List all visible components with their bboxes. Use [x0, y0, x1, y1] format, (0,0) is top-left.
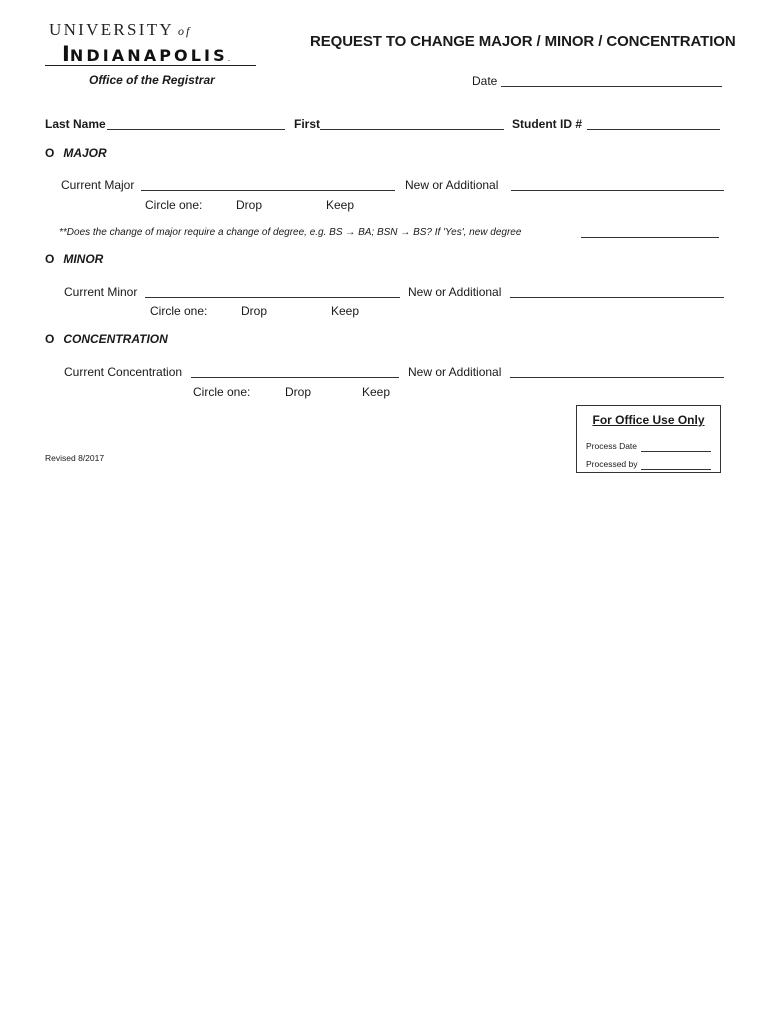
- minor-checkbox[interactable]: O: [45, 252, 55, 266]
- current-major-label: Current Major: [61, 178, 135, 192]
- concentration-checkbox[interactable]: O: [45, 332, 55, 346]
- new-minor-label: New or Additional: [408, 285, 502, 299]
- logo-divider: [45, 65, 256, 66]
- first-name-field[interactable]: [320, 129, 504, 130]
- office-use-box: [576, 405, 721, 473]
- major-circle-label: Circle one:: [145, 198, 203, 212]
- processed-by-label: Processed by: [586, 459, 638, 469]
- minor-drop-option[interactable]: Drop: [241, 304, 268, 318]
- student-id-field[interactable]: [587, 129, 720, 130]
- new-major-field[interactable]: [511, 190, 724, 191]
- current-minor-label: Current Minor: [64, 285, 138, 299]
- new-minor-field[interactable]: [510, 297, 724, 298]
- office-use-title: For Office Use Only: [592, 413, 705, 427]
- logo-university: UNIVERSITY of: [49, 20, 192, 39]
- new-concentration-field[interactable]: [510, 377, 724, 378]
- concentration-circle-label: Circle one:: [193, 385, 251, 399]
- new-degree-field[interactable]: [581, 237, 719, 238]
- date-field[interactable]: [501, 86, 722, 87]
- degree-change-note: **Does the change of major require a change of degree, e.g. BS → BA; BSN → BS? If 'Yes', new degree: [59, 227, 522, 238]
- first-name-label: First: [294, 117, 321, 131]
- current-concentration-field[interactable]: [191, 377, 399, 378]
- concentration-heading: O CONCENTRATION: [45, 332, 168, 346]
- concentration-keep-option[interactable]: Keep: [362, 385, 391, 399]
- process-date-field[interactable]: [641, 451, 711, 452]
- student-id-label: Student ID #: [512, 117, 583, 131]
- concentration-drop-option[interactable]: Drop: [285, 385, 312, 399]
- processed-by-field[interactable]: [641, 469, 711, 470]
- last-name-label: Last Name: [45, 117, 106, 131]
- logo-indianapolis: INDIANAPOLIS.: [62, 42, 231, 66]
- major-drop-option[interactable]: Drop: [236, 198, 263, 212]
- minor-circle-label: Circle one:: [150, 304, 208, 318]
- current-concentration-label: Current Concentration: [64, 365, 183, 379]
- current-minor-field[interactable]: [145, 297, 400, 298]
- process-date-label: Process Date: [586, 441, 638, 451]
- minor-heading: O MINOR: [45, 252, 104, 266]
- page-title: REQUEST TO CHANGE MAJOR / MINOR / CONCENTRATION: [310, 33, 736, 50]
- office-label: Office of the Registrar: [89, 73, 215, 87]
- major-heading: O MAJOR: [45, 146, 107, 160]
- revised-date: Revised 8/2017: [45, 453, 105, 463]
- date-label: Date: [472, 74, 498, 88]
- current-major-field[interactable]: [141, 190, 395, 191]
- major-keep-option[interactable]: Keep: [326, 198, 355, 212]
- major-checkbox[interactable]: O: [45, 146, 55, 160]
- minor-keep-option[interactable]: Keep: [331, 304, 360, 318]
- new-concentration-label: New or Additional: [408, 365, 502, 379]
- last-name-field[interactable]: [107, 129, 285, 130]
- new-major-label: New or Additional: [405, 178, 499, 192]
